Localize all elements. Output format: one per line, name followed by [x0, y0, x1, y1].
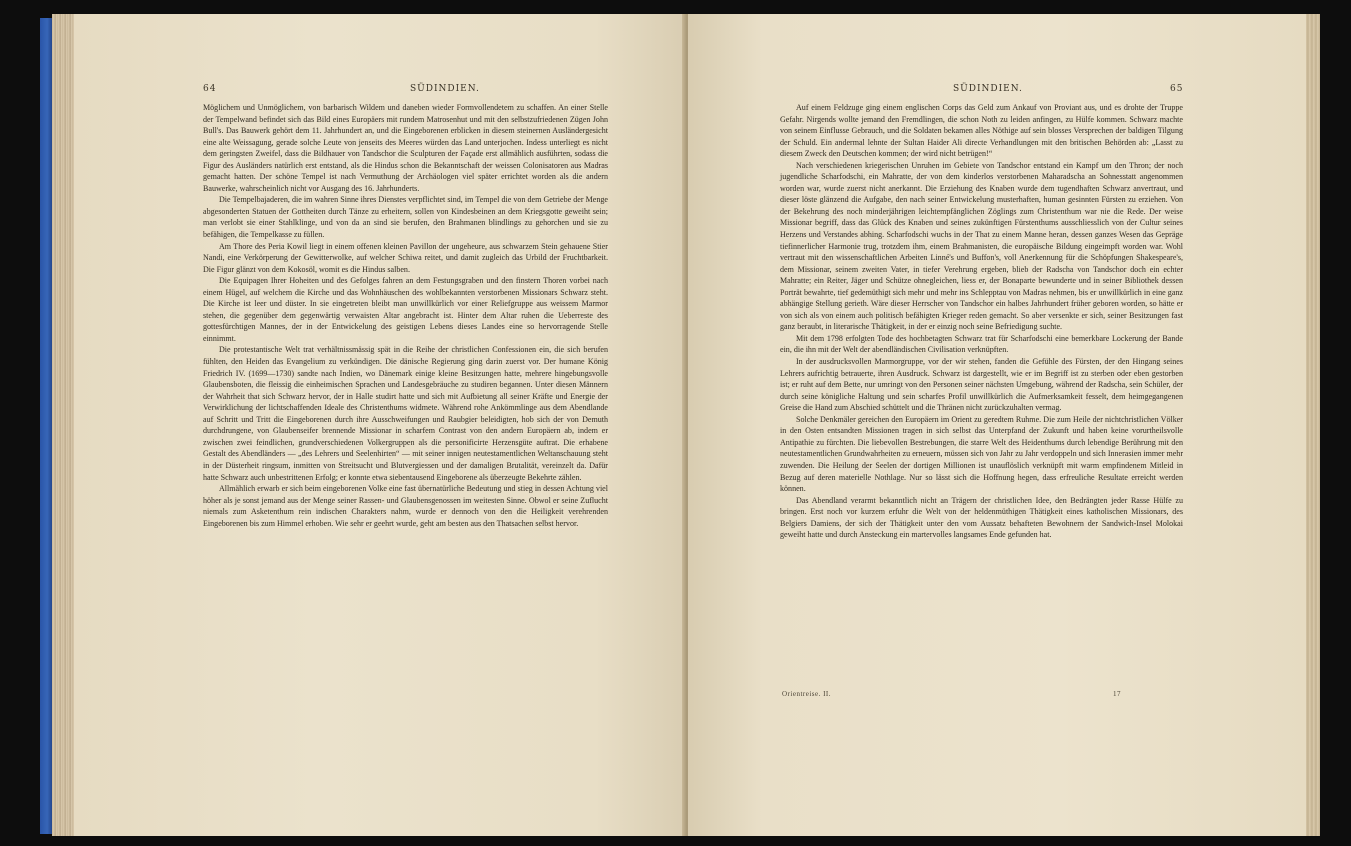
right-paragraph-2: Nach verschiedenen kriegerischen Unruhen im Gebiete von Tandschor entstand ein Kampf um den Thron; der noch jugendliche Scharfodschi, ein Mahratte, der von dem kinderlos verstorbenen Maharadscha an Sohnesstatt angenommen worden war, wurde zuerst nicht anerkannt. Die Erziehung des Knaben wurde dem tugendhaften Schwarz anvertraut, und dieser löste glänzend die Aufgabe, den nach seiner Entwickelung musterhaften, human gesinnten Fürsten zu erziehen. Von der Bekehrung des noch minderjährigen leichtempfänglichen Zöglings zum Christenthum war nie die Rede. Der weise Missionar begriff, dass das Glück des Knaben und seines zukünftigen Fürstenthums ausschliesslich von der Cultur seines Herzens und Verstandes abhing. Scharfodschi wuchs in der That zu einem Manne heran, dessen ganzes Wesen das Gepräge tiefinnerlicher Harmonie trug, trotzdem ihm, einem Brahmanisten, die europäische Bildung eingeimpft worden war. Wohl vertraut mit den wissenschaftlichen Arbeiten Linné's und Buffon's, voll Anerkennung für die Schöpfungen Shakespeare's, dem Missionar, seinem zweiten Vater, in tiefer Verehrung ergeben, blieb der Radscha von Tandschor doch ein echter Mahratte; ein Reiter, Jäger und Schütze ohnegleichen, liess er, der Bonaparte bewunderte und in seiner Bibliothek dessen Porträt bewahrte, tief gedemüthigt sich mehr und mehr ins Schlepptau von Madras nehmen, bis er unwillkürlich in eine ganz abhängige Stellung gerieth. Wäre dieser Herrscher von Tandschor ein halbes Jahrhundert früher geboren worden, so hätte er von sich als von einem auch politisch befähigten Krieger reden gemacht. So aber versenkte er sich, seiner Besitzungen fast ganz beraubt, in literarische Thätigkeit, in der er einzig noch seine Befriedigung suchte.: [780, 160, 1183, 332]
left-paragraph-6: Allmählich erwarb er sich beim eingeborenen Volke eine fast übernatürliche Bedeutung und stieg in dessen Achtung viel höher als je sonst jemand aus der Menge seiner Rassen- und Glaubensgenossen im weitesten Sinne. Obwol er seine Zuflucht niemals zum Asketenthum rein indischen Charakters nahm, wurde er dennoch von den die Heiligkeit verehrenden Eingeborenen bis zum Himmel erhoben. Wie sehr er geehrt wurde, geht am besten aus den Thatsachen selbst hervor.: [203, 484, 608, 528]
right-paragraph-6: Das Abendland verarmt bekanntlich nicht an Trägern der christlichen Idee, den Bedrängten jeder Rasse Hülfe zu bringen. Erst noch vor kurzem erfuhr die Welt von der heldenmüthigen Thätigkeit eines katholischen Missionars, des Belgiers Damiens, der sich der Thätigkeit unter den vom Aussatz behafteten Bewohnern der Sandwich-Insel Molokai geweiht hatte und durch Ansteckung ein martervolles langsames Ende gefunden hat.: [780, 495, 1183, 540]
right-paragraph-1: Auf einem Feldzuge ging einem englischen Corps das Geld zum Ankauf von Proviant aus, und es drohte der Truppe Gefahr. Nirgends wollte jemand den Fremdlingen, die schon Noth zu leiden anfingen, zu Hülfe kommen. Schwarz machte von seinem Einflusse Gebrauch, und die Soldaten bekamen alles Nöthige auf sein blosses Versprechen der baldigen Tilgung der Schuld. Ein andermal lehnte der Sultan Haider Ali directe Verhandlungen mit den britischen Behörden ab: „Lasst zu diesem Zweck den Deutschen kommen; der wird nicht betrügen!“: [780, 103, 1183, 159]
left-paragraph-5: Die protestantische Welt trat verhältnissmässig spät in die Reihe der christlichen Confessionen ein, die sich berufen fühlten, den Heiden das Evangelium zu verkündigen. Die dänische Regierung ging darin zuerst vor. Der humane König Friedrich IV. (1699—1730) sandte nach Indien, wo Dänemark einige kleine Besitzungen hatte, mehrere hingebungsvolle Glaubensboten, die fleissig die einheimischen Sprachen und Landesgebräuche zu studiren begannen. Unter diesen Männern der Wahrheit that sich Schwarz hervor, der in Halle studirt hatte und sich mit Aufbietung all seiner Kräfte und Energie der Verwirklichung der lichtschaffenden Ideale des Christenthums widmete. Während rohe Ankömmlinge aus dem Abendlande auf Schritt und Tritt die Eingeborenen durch ihre Ausschweifungen und Raubgier beleidigten, hob sich der von Demuth durchdrungene, von Glaubenseifer brennende Missionar in scharfem Contrast von den andern Europäern ab, indem er zwischen zwei feindlichen, grundverschiedenen Volkergruppen als die personificirte Herzensgüte auftrat. Die erhabene Gestalt des Abendländers — „des Lehrers und Seelenhirten“ — mit seiner innigen neutestamentlichen Weltanschauung steht in der Düsterheit ringsum, inmitten von Streitsucht und Blutvergiessen und der damaligen Brutalität, vereinzelt da. Dafür hatte Schwarz auch unbestrittenen Erfolg; er konnte etwa siebentausend Eingeborene als überzeugte Bekehrte zählen.: [203, 345, 608, 482]
left-running-head: SÜDINDIEN.: [410, 84, 480, 94]
left-page-number: 64: [203, 84, 217, 94]
left-paragraph-1: Möglichem und Unmöglichem, von barbarisch Wildem und daneben wieder Formvollendetem zu schaffen. An einer Stelle der Tempelwand befindet sich das Bild eines Europäers mit rundem Matrosenhut und mit den selbstzufriedenen Zügen John Bull's. Das Bauwerk gehört dem 11. Jahrhundert an, und die Eingeborenen erblicken in diesem steinernen Ausländergesicht eine alte Weissagung, gerade solche Leute von jenseits des Meeres würden das Land unterjochen. Indess unterliegt es nicht dem geringsten Zweifel, dass die Bildhauer von Tandschor die Sculpturen der Façade erst allmählich ausführten, sodass die Figur des Ausländers natürlich erst entstand, als die Hindus schon die Bekanntschaft der weissen Colonisatoren aus Madras gemacht hatten. Der schöne Tempel ist nach Vermuthung der Archäologen viel später errichtet worden als die andern Bauwerke, wahrscheinlich nicht vor Ausgang des 16. Jahrhunderts.: [203, 103, 608, 193]
right-paragraph-4: In der ausdrucksvollen Marmorgruppe, vor der wir stehen, fanden die Gefühle des Fürsten, der den Hingang seines Lehrers aufrichtig betrauerte, ihren Ausdruck. Schwarz ist dargestellt, wie er im Begriff ist zu sterben oder eben gestorben ist; er ruht auf dem Bette, nur umringt von den Personen seiner nächsten Umgebung, während der Radscha, sein Schüler, der durch seine königliche Haltung und sein scharfes Profil unwillkürlich die Aufmerksamkeit fesselt, dem heimgegangenen Greise die Hand zum Abschied schüttelt und die Thränen nicht zurückzuhalten vermag.: [780, 357, 1183, 413]
right-page-stack: [1306, 14, 1320, 836]
book-cover-edge: [40, 18, 52, 834]
left-page-stack: [52, 14, 76, 836]
right-paragraph-5: Solche Denkmäler gereichen den Europäern im Orient zu geredtem Ruhme. Die zum Heile der nichtchristlichen Völker in den Osten entsandten Missionen tragen in sich selbst das Unterpfand der Zukunft und haben keine vorurtheilsvolle Antipathie zu fürchten. Die liebevollen Bestrebungen, die starre Welt des Heidenthums durch lebendige Berührung mit den neutestamentlichen Grundwahrheiten zu erneuern, müssen sich von Jahr zu Jahr verdoppeln und sich Innerasien immer mehr zuwenden. Die Heilung der Seelen der dortigen Millionen ist unauflöslich verknüpft mit warm empfindenem Mitleid in Bezug auf deren materielle Nothlage. Nur so lässt sich die Hoffnung hegen, dass erfreuliche Resultate erreicht werden können.: [780, 414, 1183, 494]
left-paragraph-4: Die Equipagen Ihrer Hoheiten und des Gefolges fahren an dem Festungsgraben und den finstern Thoren vorbei nach einem Hügel, auf welchem die Kirche und das Wohnhäuschen des wohlbekannten verstorbenen Missionars Schwarz steht. Die Kirche ist leer und düster. In sie eingetreten bleibt man unwillkürlich vor einer Reliefgruppe aus weissem Marmor stehen, die gegenüber dem gegenwärtig verwaisten Altar angebracht ist. Hinter dem Altar ruhen die Ueberreste des gottesfürchtigen Mannes, der in der Entwickelung des geistigen Lebens dieses Landes eine so hervorragende Stelle einnimmt.: [203, 276, 608, 343]
left-page-body: [203, 102, 608, 529]
right-running-head: SÜDINDIEN.: [953, 84, 1023, 94]
left-paragraph-2: Die Tempelbajaderen, die im wahren Sinne ihres Dienstes verpflichtet sind, im Tempel die von dem Getriebe der Menge abgesonderten Statuen der Gottheiten durch Tänze zu erheitern, sollen von Kindesbeinen an dem Kriegsgotte geweiht sein; man verlobt sie einer Stahlklinge, und von da an sind sie berufen, den Brahmanen blindlings zu gehorchen und sie zu befähigen, die Tempelkasse zu füllen.: [203, 195, 608, 240]
left-paragraph-3: Am Thore des Peria Kowil liegt in einem offenen kleinen Pavillon der ungeheure, aus schwarzem Stein gehauene Stier Nandi, eine Verkörperung der Gewitterwolke, auf welcher Schiwa reitet, und damit zugleich das Urbild der Fruchtbarkeit. Die Figur glänzt von dem Kokosöl, womit es die Hindus salben.: [203, 241, 608, 274]
footer-signature: Orientreise. II.: [782, 690, 832, 698]
right-page-number: 65: [1170, 84, 1184, 94]
right-page-body: [780, 102, 1183, 541]
right-paragraph-3: Mit dem 1798 erfolgten Tode des hochbetagten Schwarz trat für Scharfodschi eine bemerkbare Lockerung der Bande ein, die ihn mit der Welt der abendländischen Civilisation verknüpften.: [780, 333, 1183, 355]
footer-sheet-number: 17: [1113, 690, 1121, 698]
